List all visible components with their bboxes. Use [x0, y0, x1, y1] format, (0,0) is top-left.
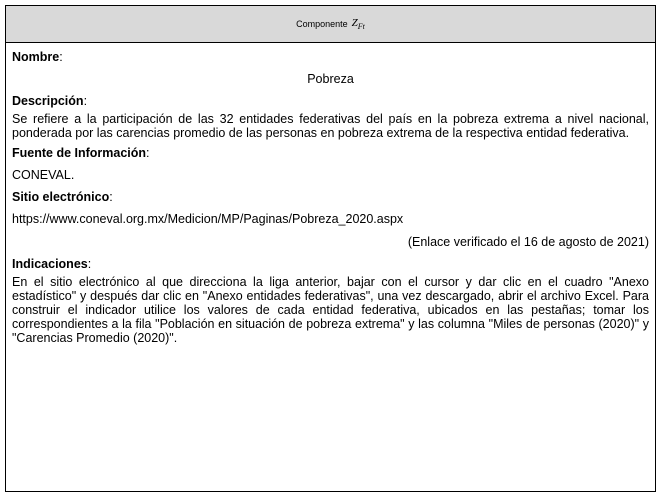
sitio-label-text: Sitio electrónico [12, 190, 110, 204]
descripcion-label: Descripción: [12, 94, 88, 108]
fuente-label-text: Fuente de Información [12, 146, 147, 160]
symbol-base: Z [351, 16, 358, 29]
enlace-note: (Enlace verificado el 16 de agosto de 2021) [407, 235, 649, 249]
sitio-url[interactable]: https://www.coneval.org.mx/Medicion/MP/Paginas/Pobreza_2020.aspx [12, 212, 404, 226]
header-title: Componente [296, 19, 348, 29]
sitio-label: Sitio electrónico: [12, 190, 113, 204]
nombre-label: Nombre: [12, 50, 63, 64]
document-body [6, 43, 655, 345]
indicaciones-label: Indicaciones: [12, 257, 92, 271]
nombre-value: Pobreza [307, 72, 354, 86]
nombre-label-text: Nombre [12, 50, 60, 64]
header-bar [6, 6, 655, 43]
header-symbol [352, 17, 365, 31]
document-frame [5, 5, 656, 492]
symbol-subscript: Ft [357, 22, 365, 32]
descripcion-label-text: Descripción [12, 94, 84, 108]
descripcion-value: Se refiere a la participación de las 32 entidades federativas del país en la pobreza extrema a nivel nacional, ponderada por las carencias promedio de las personas en pobreza extrema de la respectiva entidad federativa. [12, 112, 649, 140]
fuente-label: Fuente de Información: [12, 146, 150, 160]
indicaciones-label-text: Indicaciones [12, 257, 88, 271]
indicaciones-value: En el sitio electrónico al que direcciona la liga anterior, bajar con el cursor y dar clic en el cuadro "Anexo estadístico" y después dar clic en "Anexo entidades federativas", una vez descargado, abrir el archivo Excel. Para construir el indicador utilice los valores de cada entidad federativa, ubicados en las pestañas; tomar los correspondientes a la fila "Población en situación de pobreza extrema" y las columna "Miles de personas (2020)" y "Carencias Promedio (2020)". [12, 275, 649, 345]
fuente-value: CONEVAL. [12, 168, 75, 182]
